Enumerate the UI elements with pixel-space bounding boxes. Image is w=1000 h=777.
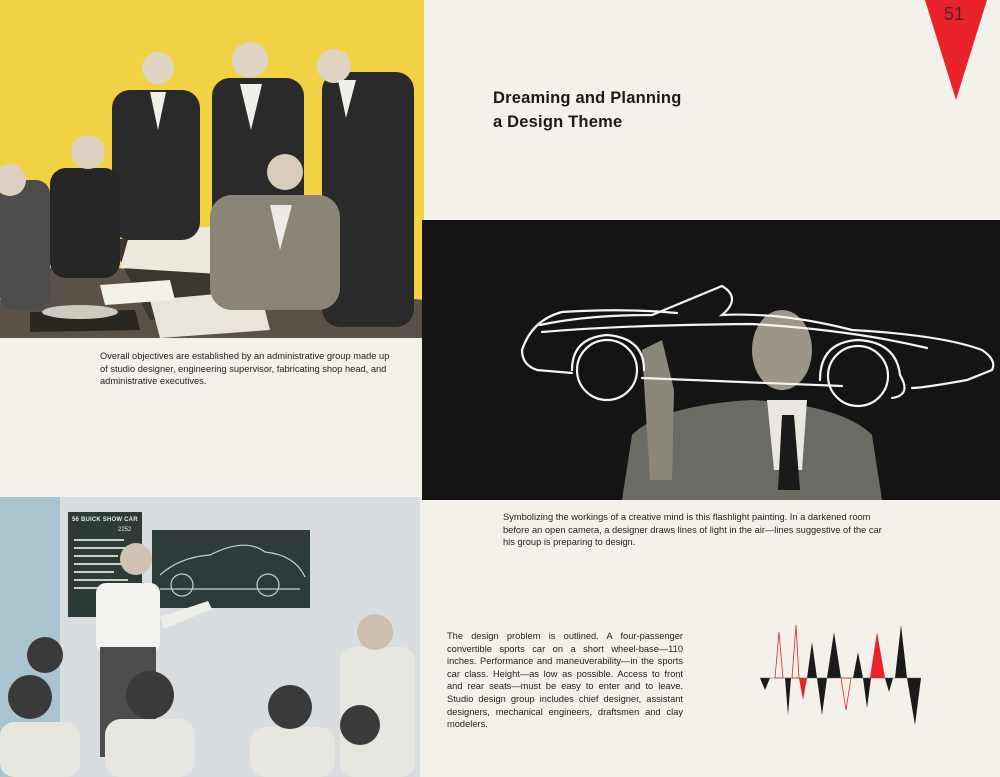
briefing-illustration <box>0 497 420 777</box>
caption-flashlight: Symbolizing the workings of a creative mind is this flashlight painting. In a darkened room before an open camera, a designer draws lines of light in the air—lines suggestive of the car his group is preparing to design. <box>503 512 882 548</box>
page-number: 51 <box>943 4 965 24</box>
photo-design-briefing <box>0 497 420 777</box>
flashlight-illustration <box>422 220 1000 500</box>
meeting-illustration <box>0 0 424 338</box>
caption-meeting: Overall objectives are established by an administrative group made up of studio designer, engineering supervisor, fabricating shop head, and administrative executives. <box>100 351 390 387</box>
photo-meeting <box>0 0 424 338</box>
page-title <box>493 86 793 134</box>
photo-flashlight-painting <box>422 220 1000 500</box>
board-number: 2252 <box>118 527 132 533</box>
text-design-problem: The design problem is outlined. A four-passenger convertible sports car on a short wheel-base—110 inches. Performance and maneuverability—in the sports car class. Height—as low as possible. Access to front and rear seats—must be easy to enter and to leave. Studio design group includes chief designer, assistant designers, mechanical engineers, draftsmen and clay modelers. <box>447 631 683 730</box>
board-heading: 56 BUICK SHOW CAR <box>72 517 138 523</box>
spike-ornament <box>755 620 930 730</box>
page-title-line-1: Dreaming and Planning <box>493 89 682 107</box>
page-title-line-2: a Design Theme <box>493 113 623 131</box>
